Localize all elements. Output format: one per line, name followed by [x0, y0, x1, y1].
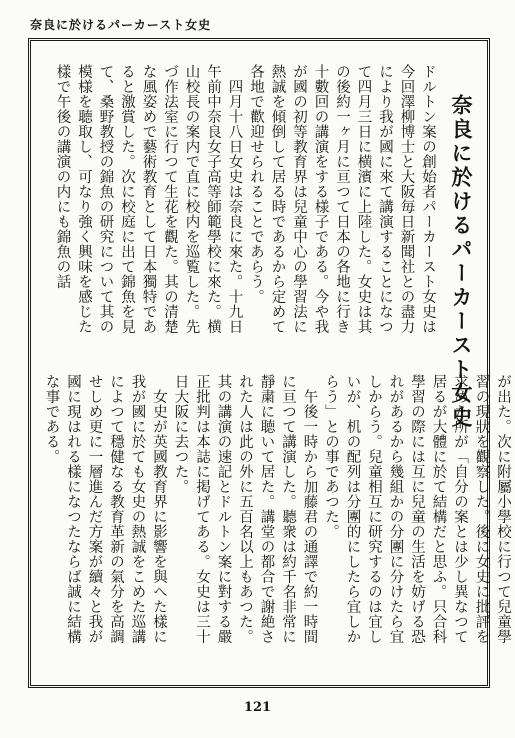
paragraph: 午後一時から加藤君の通譯で約一時間に亘つて講演した。聽衆は約千名非常に靜粛に聴いて居た。講堂の都合で謝絶された人は此の外に五百名以上もあつた。其の講演の速記とドルトン案に對する嚴正批判は本誌に掲げてある。女史は三十日大阪に去つた。 [172, 374, 318, 644]
page-number: 121 [243, 700, 272, 715]
lower-text-block [40, 374, 513, 644]
upper-text-block [51, 64, 438, 334]
article-title: 奈良に於けるパーカースト女史 [449, 94, 474, 430]
running-head: 奈良に於けるパーカースト女史 [30, 18, 212, 32]
paragraph: が出た。次に附屬小學校に行つて兒童學習の現狀を觀察した。後に女史に批評を求めた所が「自分の案とは少し異なつて居るが大體に於て結構だと思ふ。只合科學習の際には互に兒童の生活を妨げる恐れがあるから幾組かの分團に分けたら宜しからう。兒童相互に研究するのは宜しいが、机の配列は分團的にしたら宜しからう」との事であつた。 [323, 374, 511, 644]
paragraph: ドルトン案の創始者パーカースト女史は今回澤柳博士と大阪毎日新聞社との盡力により我が國に來て講演することになつて四月三日に横濱に上陸した。女史は其の後約一ヶ月に亘つて日本の各地に行き十數回の講演をする様子である。今や我が國の初等教育界は兒童中心の學習法に熱誠を傾倒して居る時であるから定めて各地で歡迎せられることであらう。 [248, 64, 436, 334]
paragraph: 女史が英國教育界に影響を與へた樣に我が國に於ても女史の熱誠をこめた巡講によつて穩健なる教育革新の氣分を高調せしめ更に一層進んだ方案が續々と我が國に現はれる樣になつたならば誠に結構な事である。 [43, 374, 167, 644]
article [40, 54, 511, 674]
paragraph: 四月十八日女史は奈良に來た。十九日午前中奈良女子高等師範學校に來た。横山校長の案内で直に校内を巡覧した。先づ作法室に行つて生花を觀た。其の清楚な風姿めで藝術教育として日本獨特であると激賞した。次に校庭に出て錦魚を見て、桑野教授の錦魚の研究について其の模様を聴取し、可なり強く興味を感じた樣で午後の講演の内にも錦魚の話 [54, 64, 243, 334]
